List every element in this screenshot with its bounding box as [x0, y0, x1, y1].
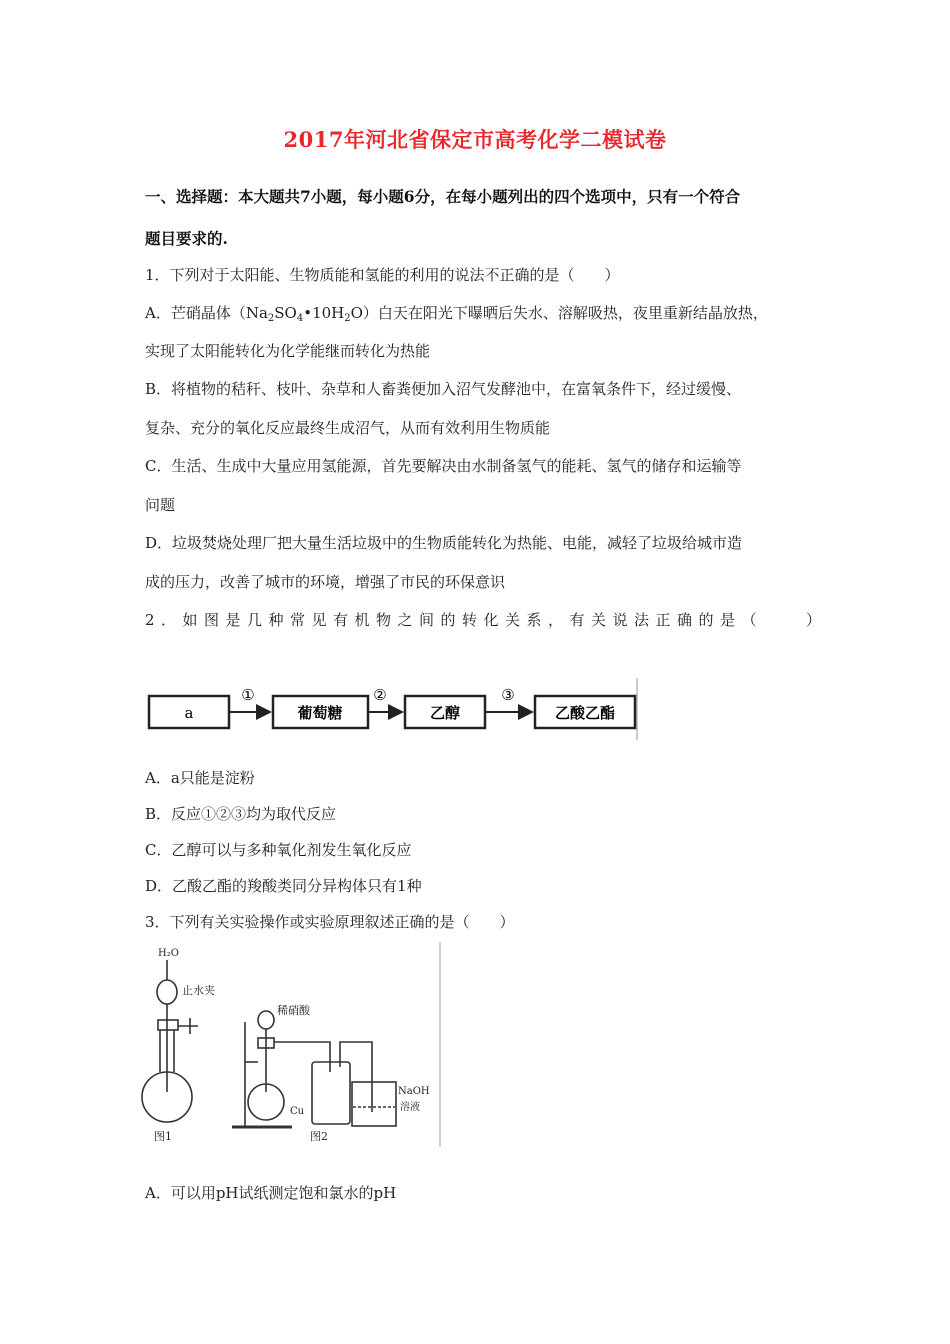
- q1-option-c-line2: 问题: [145, 496, 176, 514]
- delivery-tube-1: [274, 1042, 330, 1072]
- q2-option-b: B．反应①②③均为取代反应: [145, 805, 337, 823]
- q1-option-b-line2: 复杂、充分的氧化反应最终生成沼气，从而有效利用生物质能: [145, 419, 551, 437]
- q1-option-d-line1: D．垃圾焚烧处理厂把大量生活垃圾中的生物质能转化为热能、电能，减轻了垃圾给城市造: [145, 534, 743, 552]
- section-header-line2: 题目要求的.: [145, 229, 228, 248]
- q1-a-text-4: O）白天在阳光下曝晒后失水、溶解吸热，夜里重新结晶放热，: [350, 304, 768, 322]
- q2-option-d: D．乙酸乙酯的羧酸类同分异构体只有1种: [145, 877, 422, 895]
- box-ethyl-acetate-label: 乙酸乙酯: [554, 704, 616, 722]
- label-clamp: 止水夹: [182, 984, 215, 997]
- q2-flow-diagram: [140, 676, 640, 742]
- q3-apparatus-figure: [140, 942, 445, 1147]
- q1-a-text-1: A．芒硝晶体（Na: [145, 304, 268, 322]
- q1-a-sub-2: 4: [296, 313, 304, 324]
- q1-option-d-line2: 成的压力，改善了城市的环境，增强了市民的环保意识: [145, 573, 506, 591]
- label-fig2: 图2: [310, 1130, 328, 1143]
- box-a-label: a: [184, 704, 194, 722]
- step-2-label: ②: [373, 686, 387, 704]
- section-header-line1: 一、选择题：本大题共7小题，每小题6分，在每小题列出的四个选项中，只有一个符合: [145, 187, 741, 206]
- q1-option-c-line1: C．生活、生成中大量应用氢能源，首先要解决由水制备氢气的能耗、氢气的储存和运输等: [145, 457, 742, 475]
- q2-option-a: A．a只能是淀粉: [145, 769, 255, 787]
- q2-option-c: C．乙醇可以与多种氧化剂发生氧化反应: [145, 841, 412, 859]
- q1-option-b-line1: B．将植物的秸秆、枝叶、杂草和人畜粪便加入沼气发酵池中，在富氧条件下，经过缓慢、: [145, 380, 742, 398]
- step-1-label: ①: [241, 686, 255, 704]
- label-fig1: 图1: [154, 1130, 172, 1143]
- label-solution: 溶液: [400, 1102, 420, 1113]
- q1-stem: 1．下列对于太阳能、生物质能和氢能的利用的说法不正确的是（ ）: [145, 266, 620, 284]
- q1-a-text-2: SO: [274, 304, 297, 322]
- q1-a-sub-3: 2: [344, 313, 351, 324]
- separatory-funnel: [157, 980, 177, 1004]
- stopper: [158, 1020, 178, 1030]
- dropping-funnel: [258, 1011, 274, 1029]
- delivery-tube-2: [340, 1042, 372, 1112]
- box-ethanol-label: 乙醇: [429, 704, 461, 722]
- label-cu: Cu: [290, 1106, 305, 1117]
- q2-stem: 2．如图是几种常见有机物之间的转化关系，有关说法正确的是（ ）: [145, 611, 828, 629]
- q3-stem: 3．下列有关实验操作或实验原理叙述正确的是（ ）: [145, 913, 515, 931]
- label-dilute-nitric-acid: 稀硝酸: [277, 1004, 310, 1017]
- q1-a-text-3: •10H: [303, 304, 345, 322]
- page-title: 2017年河北省保定市高考化学二模试卷: [283, 127, 667, 152]
- step-3-label: ③: [501, 686, 515, 704]
- label-h2o: H₂O: [158, 948, 179, 959]
- box-glucose-label: 葡萄糖: [297, 704, 343, 722]
- label-naoh: NaOH: [398, 1086, 430, 1097]
- q1-option-a-line1: [145, 302, 768, 324]
- q1-a-sub-1: 2: [267, 313, 275, 324]
- q1-option-a-line2: 实现了太阳能转化为化学能继而转化为热能: [145, 342, 431, 360]
- q3-option-a: A．可以用pH试纸测定饱和氯水的pH: [145, 1184, 397, 1202]
- beaker: [352, 1082, 396, 1126]
- gas-bottle: [312, 1062, 350, 1124]
